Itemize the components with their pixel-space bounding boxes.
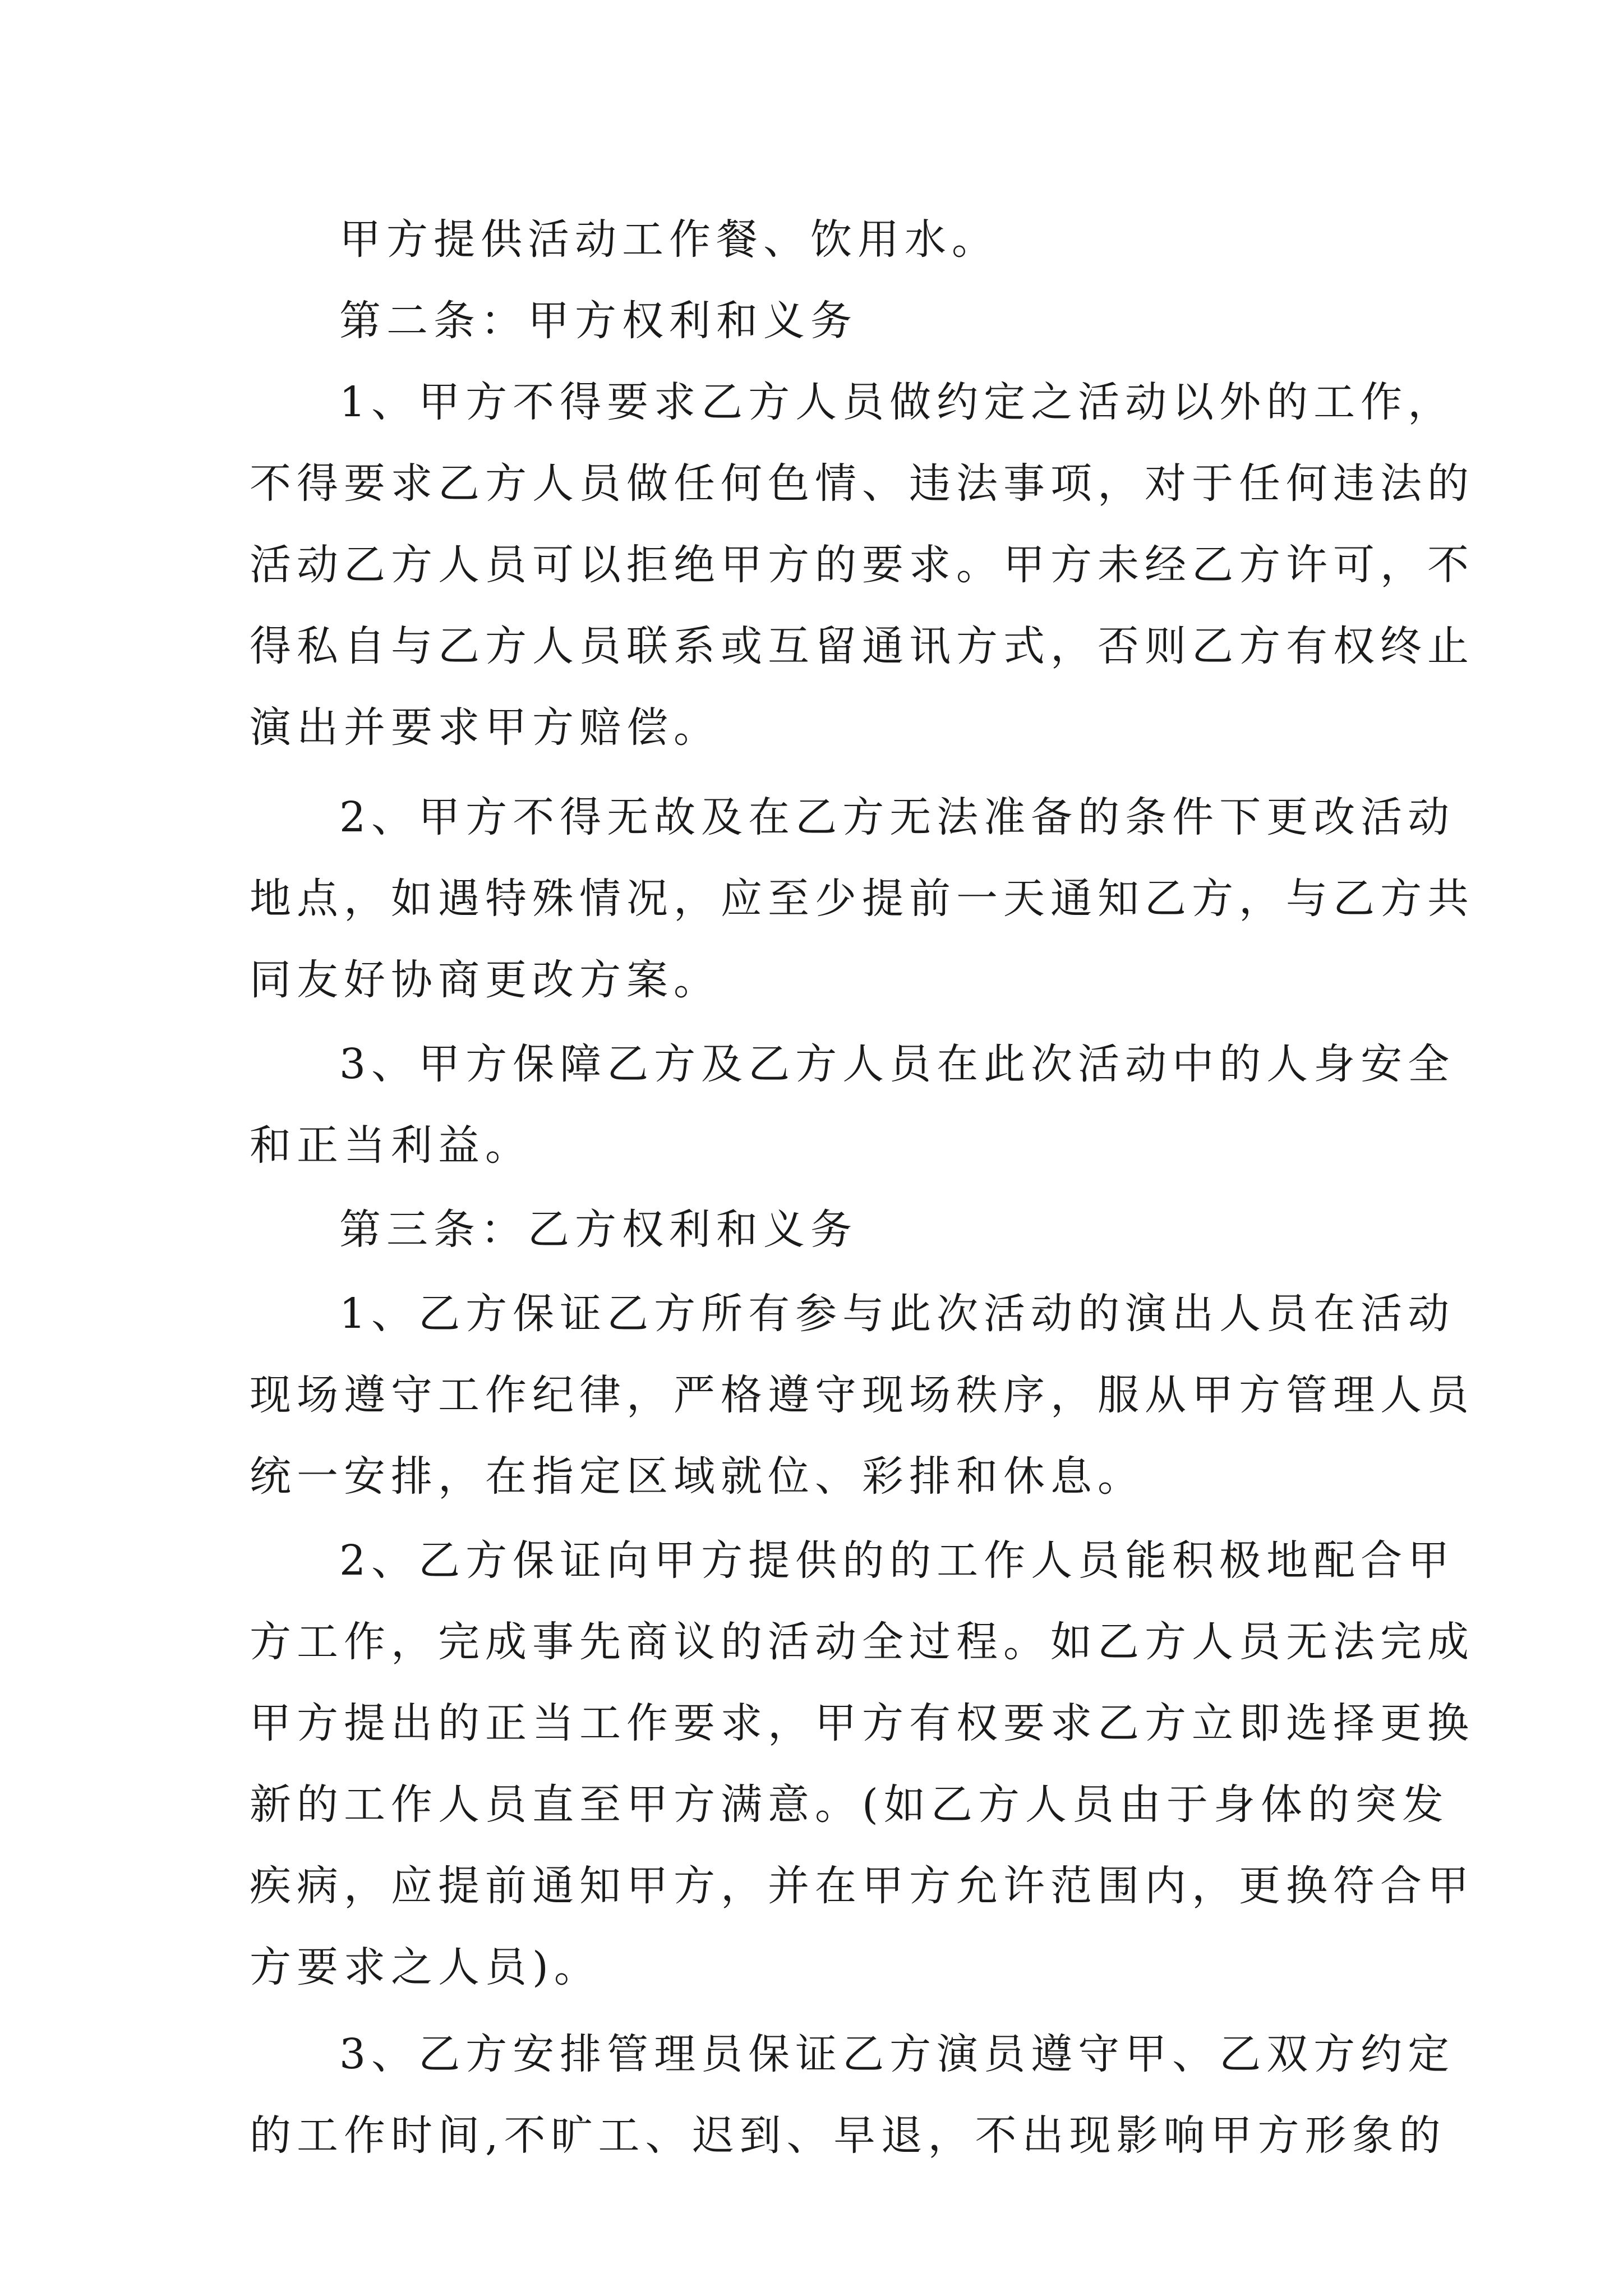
paragraph-line: 统一安排，在指定区域就位、彩排和休息。 — [250, 1452, 1145, 1501]
paragraph-line: 演出并要求甲方赔偿。 — [250, 703, 721, 752]
paragraph-line: 现场遵守工作纪律，严格遵守现场秩序，服从甲方管理人员 — [250, 1371, 1474, 1419]
paragraph-line: 同友好协商更改方案。 — [250, 956, 721, 1004]
paragraph-line: 3、甲方保障乙方及乙方人员在此次活动中的人身安全 — [339, 1040, 1455, 1088]
paragraph-line: 2、甲方不得无故及在乙方无法准备的条件下更改活动 — [339, 793, 1455, 841]
paragraph-line: 1、乙方保证乙方所有参与此次活动的演出人员在活动 — [339, 1290, 1455, 1338]
paragraph-line: 疾病，应提前通知甲方，并在甲方允许范围内，更换符合甲 — [250, 1862, 1474, 1910]
paragraph-line: 地点，如遇特殊情况，应至少提前一天通知乙方，与乙方共 — [250, 875, 1474, 923]
section-heading: 第三条：乙方权利和义务 — [339, 1205, 857, 1254]
paragraph-line: 甲方提供活动工作餐、饮用水。 — [339, 215, 999, 264]
paragraph-line: 新的工作人员直至甲方满意。(如乙方人员由于身体的突发 — [250, 1780, 1449, 1829]
paragraph-line: 2、乙方保证向甲方提供的的工作人员能积极地配合甲 — [339, 1536, 1455, 1585]
paragraph-line: 方要求之人员)。 — [250, 1943, 601, 1991]
paragraph-line: 方工作，完成事先商议的活动全过程。如乙方人员无法完成 — [250, 1618, 1474, 1666]
paragraph-line: 和正当利益。 — [250, 1121, 532, 1170]
paragraph-line: 活动乙方人员可以拒绝甲方的要求。甲方未经乙方许可，不 — [250, 541, 1474, 589]
paragraph-line: 1、甲方不得要求乙方人员做约定之活动以外的工作， — [339, 378, 1455, 426]
paragraph-line: 3、乙方安排管理员保证乙方演员遵守甲、乙双方约定 — [339, 2030, 1455, 2078]
paragraph-line: 得私自与乙方人员联系或互留通讯方式，否则乙方有权终止 — [250, 622, 1474, 670]
paragraph-line: 的工作时间,不旷工、迟到、早退，不出现影响甲方形象的 — [250, 2111, 1446, 2160]
section-heading: 第二条：甲方权利和义务 — [339, 297, 857, 345]
paragraph-line: 不得要求乙方人员做任何色情、违法事项，对于任何违法的 — [250, 459, 1474, 508]
paragraph-line: 甲方提出的正当工作要求，甲方有权要求乙方立即选择更换 — [250, 1699, 1474, 1747]
